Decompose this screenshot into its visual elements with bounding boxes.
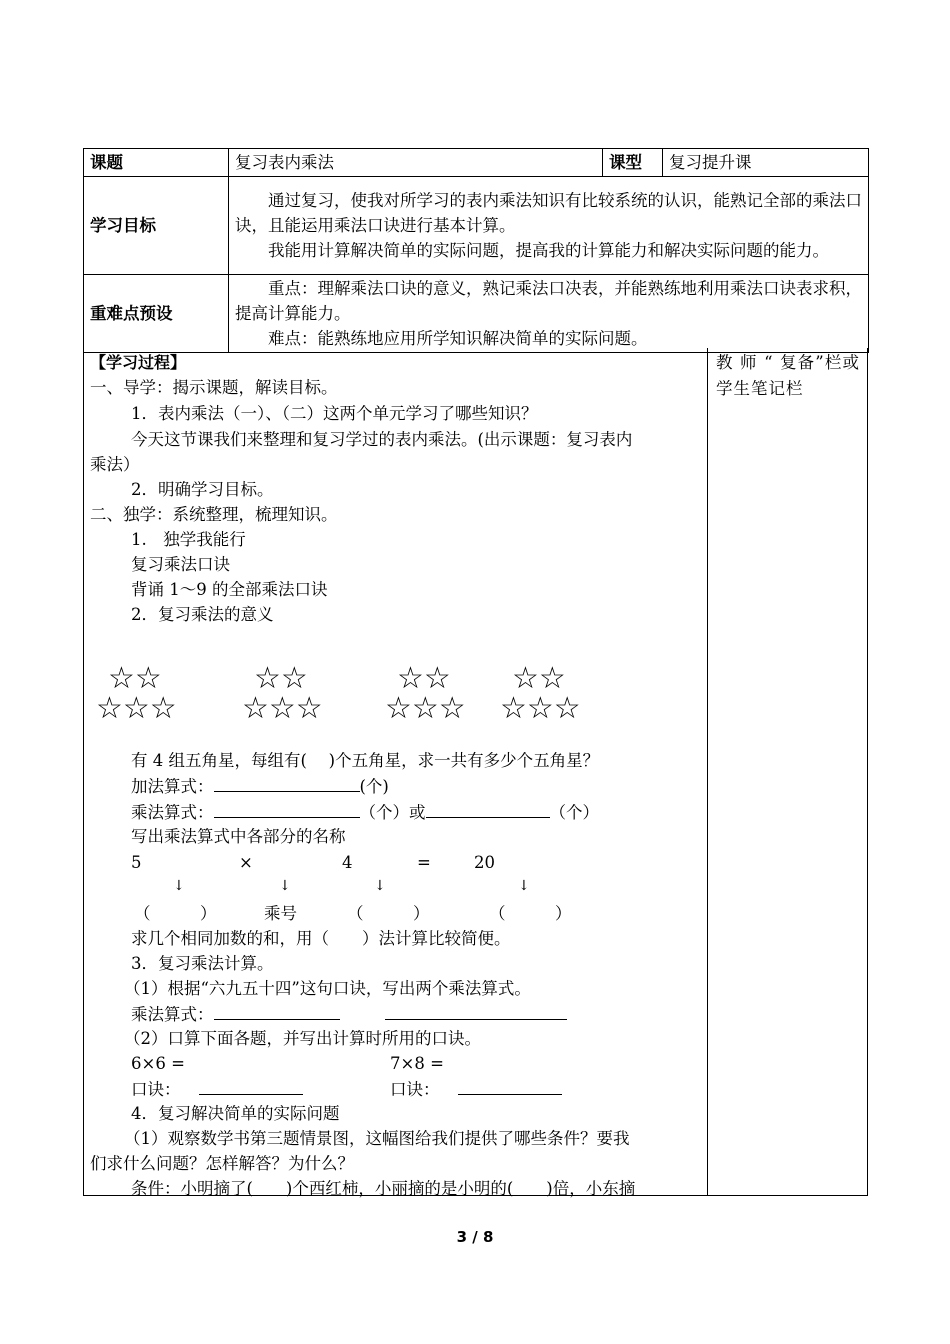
multiplication-unit-1: （个）或	[359, 803, 426, 822]
s3-multiplication-label: 乘法算式：	[131, 1005, 214, 1024]
addition-unit: (个)	[359, 777, 389, 796]
process-line: 一、导学：揭示课题，解读目标。	[90, 378, 338, 397]
process-title: 【学习过程】	[90, 353, 187, 372]
goal-content	[229, 177, 869, 275]
topic-value: 复习表内乘法	[229, 149, 603, 177]
star-group-3	[385, 661, 466, 726]
goal-paragraph-1: 通过复习，使我对所学习的表内乘法知识有比较系统的认识，能熟记全部的乘法口诀，且能运用乘法口诀进行基本计算。	[235, 191, 862, 235]
equation-equals: =	[417, 853, 431, 872]
s3-blank-2	[385, 1001, 567, 1020]
arrow-down-icon: ↓	[173, 878, 185, 894]
process-line: 1. 独学我能行	[131, 530, 246, 549]
star-row-top: ☆☆	[254, 661, 308, 696]
process-line: 条件：小明摘了( )个西红柿，小丽摘的是小明的( )倍，小东摘	[131, 1179, 636, 1198]
process-line: 4．复习解决简单的实际问题	[131, 1104, 340, 1123]
process-line: 乘法）	[90, 455, 140, 474]
key-label: 重难点预设	[84, 275, 229, 353]
process-line: 3．复习乘法计算。	[131, 954, 274, 973]
process-line: 今天这节课我们来整理和复习学过的表内乘法。(出示课题：复习表内	[131, 430, 633, 449]
calc-6x6: 6×6 =	[131, 1054, 185, 1073]
star-row-bottom: ☆☆☆	[96, 691, 177, 726]
multiplication-unit-2: （个）	[549, 803, 599, 822]
star-row-bottom: ☆☆☆	[500, 691, 581, 726]
star-group-2	[242, 661, 323, 726]
multiplication-line	[131, 799, 599, 825]
equation-factor-b: 4	[342, 853, 353, 872]
lesson-header-table	[83, 148, 869, 353]
addition-line	[131, 773, 389, 799]
type-value: 复习提升课	[663, 149, 869, 177]
rhyme-label: 口诀：	[131, 1080, 181, 1099]
key-paragraph-2: 难点：能熟练地应用所学知识解决简单的实际问题。	[268, 329, 648, 348]
process-line: 2．复习乘法的意义	[131, 605, 274, 624]
process-line: （1）根据“六九五十四”这句口诀，写出两个乘法算式。	[124, 979, 531, 998]
addition-blank	[214, 773, 360, 792]
process-line: 们求什么问题？怎样解答？为什么？	[90, 1154, 354, 1173]
rhyme-label: 口诀：	[390, 1080, 440, 1099]
type-label: 课型	[603, 149, 663, 177]
equation-product: 20	[474, 853, 495, 872]
process-column	[84, 348, 708, 1198]
equation-factor-a: 5	[131, 853, 142, 872]
part-name-multiply-sign: 乘号	[264, 904, 297, 923]
process-line: 复习乘法口诀	[131, 555, 230, 574]
star-row-top: ☆☆	[512, 661, 566, 696]
learning-process-box	[83, 348, 868, 1196]
arrow-down-icon: ↓	[279, 878, 291, 894]
arrow-down-icon: ↓	[518, 878, 530, 894]
star-row-bottom: ☆☆☆	[242, 691, 323, 726]
s3-blank-1	[214, 1001, 340, 1020]
goal-paragraph-2: 我能用计算解决简单的实际问题，提高我的计算能力和解决实际问题的能力。	[268, 241, 829, 260]
multiplication-blank-2	[426, 799, 550, 818]
multiplication-label: 乘法算式：	[131, 803, 214, 822]
rhyme-blank-2	[458, 1076, 562, 1095]
star-group-1	[96, 661, 177, 726]
topic-label: 课题	[84, 149, 229, 177]
star-row-top: ☆☆	[397, 661, 451, 696]
rhyme-line-1	[131, 1076, 303, 1102]
star-group-4	[500, 661, 581, 726]
process-line: （1）观察数学书第三题情景图，这幅图给我们提供了哪些条件？要我	[124, 1129, 630, 1148]
process-line: 2．明确学习目标。	[131, 480, 274, 499]
s3-multiplication-line	[131, 1001, 567, 1027]
arrow-down-icon: ↓	[374, 878, 386, 894]
calc-7x8: 7×8 =	[390, 1054, 444, 1073]
rhyme-blank-1	[199, 1076, 303, 1095]
part-name-blank-2: （ ）	[347, 904, 430, 923]
process-line: 求几个相同加数的和，用（ ）法计算比较简便。	[131, 929, 511, 948]
goal-label: 学习目标	[84, 177, 229, 275]
rhyme-line-2	[390, 1076, 562, 1102]
part-name-blank-1: （ ）	[134, 904, 217, 923]
process-line: 1．表内乘法（一）、（二）这两个单元学习了哪些知识？	[131, 404, 538, 423]
multiplication-blank-1	[214, 799, 360, 818]
process-line: 二、独学：系统整理，梳理知识。	[90, 505, 338, 524]
page-number: 3 / 8	[456, 1228, 494, 1246]
process-line: （2）口算下面各题，并写出计算时所用的口诀。	[124, 1029, 481, 1048]
process-line: 背诵 1～9 的全部乘法口诀	[131, 580, 328, 599]
process-line: 有 4 组五角星，每组有( )个五角星，求一共有多少个五角星？	[131, 751, 600, 770]
process-line: 写出乘法算式中各部分的名称	[131, 827, 346, 846]
addition-label: 加法算式：	[131, 777, 214, 796]
star-row-top: ☆☆	[108, 661, 162, 696]
star-row-bottom: ☆☆☆	[385, 691, 466, 726]
equation-operator: ×	[239, 853, 253, 872]
key-paragraph-1: 重点：理解乘法口诀的意义，熟记乘法口决表，并能熟练地利用乘法口诀表求积，提高计算能力。	[235, 279, 862, 323]
teacher-notes-column: 教 师 “ 复备”栏或学生笔记栏	[716, 353, 860, 398]
part-name-blank-3: （ ）	[489, 904, 572, 923]
key-content	[229, 275, 869, 353]
